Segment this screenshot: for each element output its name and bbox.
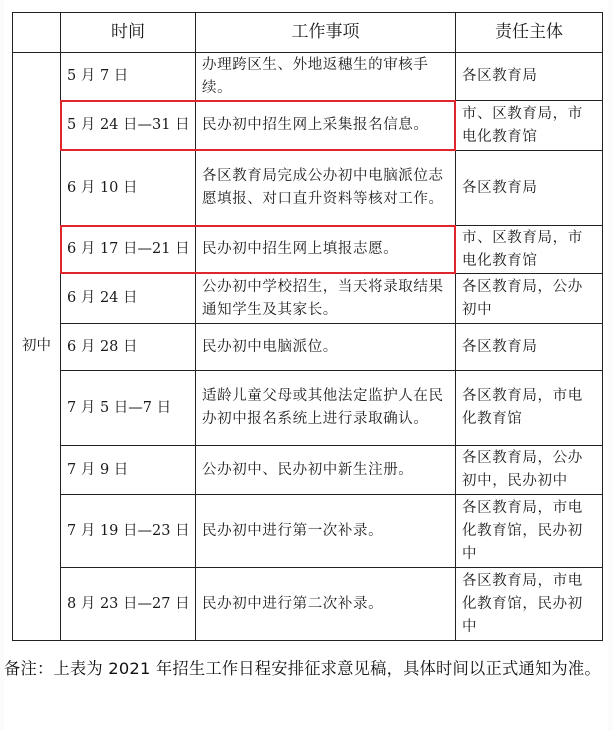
header-owner: 责任主体 <box>456 13 603 53</box>
header-time: 时间 <box>61 13 196 53</box>
header-task: 工作事项 <box>196 13 456 53</box>
task-cell: 民办初中招生网上填报志愿。 <box>196 226 456 274</box>
task-cell: 民办初中进行第二次补录。 <box>196 568 456 641</box>
owner-cell: 各区教育局 <box>456 324 603 371</box>
table-row <box>13 446 603 495</box>
owner-cell: 市、区教育局，市电化教育馆 <box>456 226 603 274</box>
task-cell: 公办初中、民办初中新生注册。 <box>196 446 456 495</box>
time-cell: 6 月 24 日 <box>61 274 196 324</box>
table-row <box>13 371 603 446</box>
task-cell: 适龄儿童父母或其他法定监护人在民办初中报名系统上进行录取确认。 <box>196 371 456 446</box>
owner-cell: 各区教育局，市电化教育馆 <box>456 371 603 446</box>
task-cell: 民办初中招生网上采集报名信息。 <box>196 101 456 151</box>
header-stage <box>13 13 61 53</box>
owner-cell: 各区教育局，公办初中 <box>456 274 603 324</box>
time-cell: 5 月 24 日—31 日 <box>61 101 196 151</box>
time-cell: 5 月 7 日 <box>61 53 196 101</box>
table-row <box>13 226 603 274</box>
table-row <box>13 495 603 568</box>
table-row <box>13 568 603 641</box>
task-cell: 民办初中进行第一次补录。 <box>196 495 456 568</box>
time-cell: 7 月 5 日—7 日 <box>61 371 196 446</box>
time-cell: 6 月 28 日 <box>61 324 196 371</box>
owner-cell: 各区教育局 <box>456 151 603 226</box>
enrollment-schedule-table <box>12 12 603 641</box>
table-row <box>13 53 603 101</box>
time-cell: 6 月 10 日 <box>61 151 196 226</box>
time-cell: 8 月 23 日—27 日 <box>61 568 196 641</box>
time-cell: 6 月 17 日—21 日 <box>61 226 196 274</box>
task-cell: 公办初中学校招生，当天将录取结果通知学生及其家长。 <box>196 274 456 324</box>
table-header-row <box>13 13 603 53</box>
time-cell: 7 月 9 日 <box>61 446 196 495</box>
owner-cell: 市、区教育局，市电化教育馆 <box>456 101 603 151</box>
time-cell: 7 月 19 日—23 日 <box>61 495 196 568</box>
task-cell: 各区教育局完成公办初中电脑派位志愿填报、对口直升资料等核对工作。 <box>196 151 456 226</box>
owner-cell: 各区教育局，市电化教育馆，民办初中 <box>456 495 603 568</box>
task-cell: 民办初中电脑派位。 <box>196 324 456 371</box>
table-row <box>13 274 603 324</box>
owner-cell: 各区教育局 <box>456 53 603 101</box>
task-cell: 办理跨区生、外地返穗生的审核手续。 <box>196 53 456 101</box>
owner-cell: 各区教育局，公办初中，民办初中 <box>456 446 603 495</box>
table-row <box>13 324 603 371</box>
owner-cell: 各区教育局，市电化教育馆，民办初中 <box>456 568 603 641</box>
stage-cell: 初中 <box>13 53 61 641</box>
table-row <box>13 151 603 226</box>
table-row <box>13 101 603 151</box>
footnote: 备注：上表为 2021 年招生工作日程安排征求意见稿，具体时间以正式通知为准。 <box>4 659 601 678</box>
